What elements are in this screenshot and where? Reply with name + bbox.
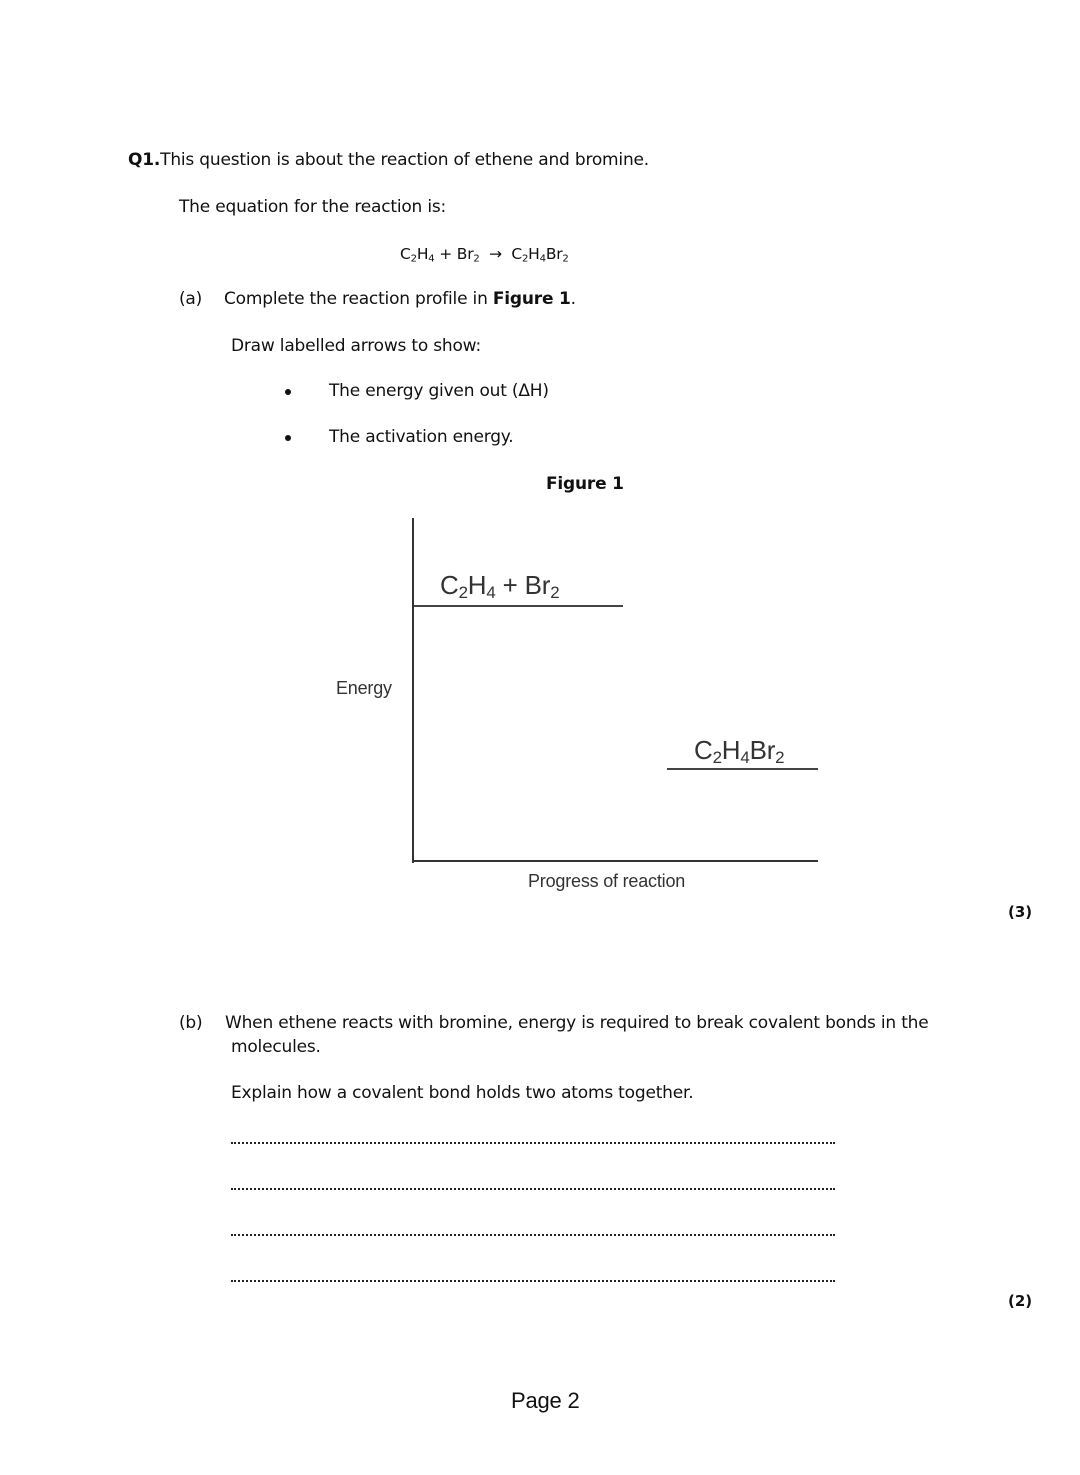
part-b-prompt: Explain how a covalent bond holds two atoms together. [231, 1083, 694, 1103]
answer-line-3[interactable] [231, 1234, 835, 1236]
draw-instruction: Draw labelled arrows to show: [231, 336, 481, 356]
part-b-text-line1: When ethene reacts with bromine, energy is required to break covalent bonds in the [225, 1013, 929, 1033]
part-a-marks: (3) [1008, 903, 1033, 921]
part-b-marks: (2) [1008, 1292, 1033, 1310]
page-number: Page 2 [511, 1388, 580, 1413]
reactants-energy-level [414, 605, 623, 607]
reactants-label: $C_2H_4 + Br_2$ [440, 570, 560, 603]
question-number: Q1. [128, 150, 161, 170]
products-label: $C_2H_4Br_2$ [694, 735, 785, 768]
x-axis [412, 860, 818, 862]
part-b-label: (b) [179, 1013, 203, 1033]
part-a-instruction: Complete the reaction profile in Figure 1. [224, 289, 576, 309]
bullet-item-energy-given-out: The energy given out (ΔH) [329, 381, 549, 401]
question-intro: Q1.This question is about the reaction of ethene and bromine. [128, 150, 649, 170]
equation-intro: The equation for the reaction is: [179, 197, 447, 217]
figure-title: Figure 1 [546, 474, 624, 494]
answer-line-2[interactable] [231, 1188, 835, 1190]
reaction-arrow-icon: → [489, 245, 502, 263]
y-axis [412, 518, 414, 863]
x-axis-label: Progress of reaction [528, 871, 686, 891]
answer-line-1[interactable] [231, 1142, 835, 1144]
bullet-item-activation-energy: The activation energy. [329, 427, 514, 447]
chemical-equation: $C_2H_4 + Br_2 \to C_2H_4Br_2$ [400, 245, 569, 265]
part-b-text-line2: molecules. [231, 1037, 321, 1057]
bullet-icon [285, 435, 291, 441]
products-energy-level [667, 768, 818, 770]
bullet-icon [285, 389, 291, 395]
part-a-label: (a) [179, 289, 203, 309]
answer-line-4[interactable] [231, 1280, 835, 1282]
y-axis-label: Energy [336, 678, 392, 698]
